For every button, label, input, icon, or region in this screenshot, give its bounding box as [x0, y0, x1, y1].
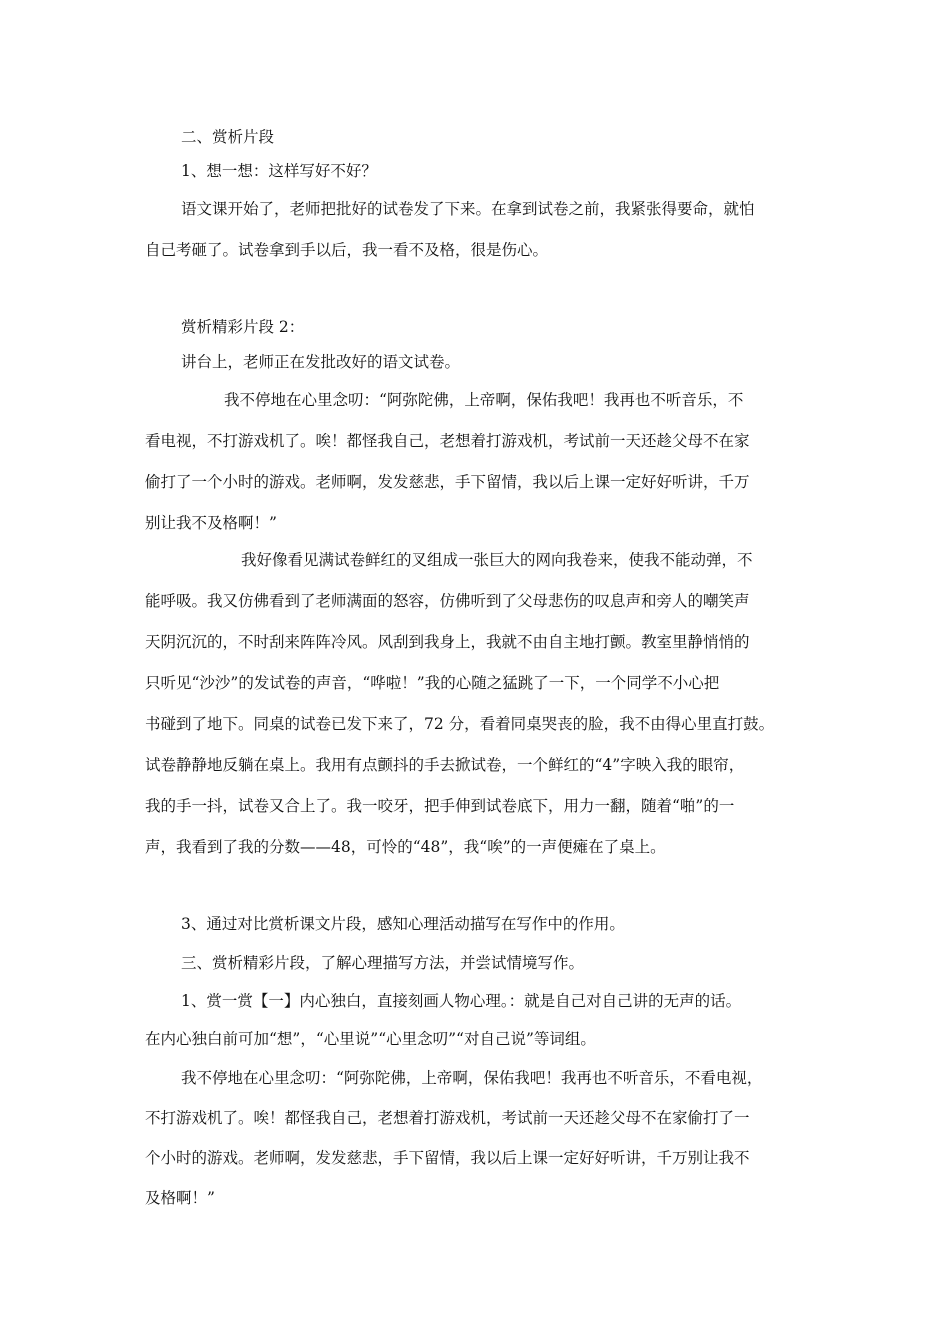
question-line: 3、通过对比赏析课文片段，感知心理活动描写在写作中的作用。 — [181, 915, 625, 933]
paragraph-line: 我不停地在心里念叨：“阿弥陀佛，上帝啊，保佑我吧！我再也不听音乐，不 — [224, 391, 744, 409]
paragraph-line: 语文课开始了，老师把批好的试卷发了下来。在拿到试卷之前，我紧张得要命，就怕 — [181, 200, 755, 218]
subsection-heading: 赏析精彩片段 2： — [181, 318, 305, 336]
paragraph-line: 我好像看见满试卷鲜红的叉组成一张巨大的网向我卷来，使我不能动弹，不 — [241, 551, 753, 569]
paragraph-line: 在内心独白前可加“想”，“心里说”“心里念叨”“对自己说”等词组。 — [145, 1030, 596, 1048]
paragraph-line: 书碰到了地下。同桌的试卷已发下来了，72 分，看着同桌哭丧的脸，我不由得心里直打鼓。 — [145, 715, 775, 733]
paragraph-line: 看电视，不打游戏机了。唉！都怪我自己，老想着打游戏机，考试前一天还趁父母不在家 — [145, 432, 750, 450]
paragraph-line: 讲台上，老师正在发批改好的语文试卷。 — [181, 353, 461, 371]
paragraph-line: 偷打了一个小时的游戏。老师啊，发发慈悲，手下留情，我以后上课一定好好听讲，千万 — [145, 473, 750, 491]
paragraph-line: 及格啊！” — [145, 1189, 215, 1207]
paragraph-line: 天阴沉沉的，不时刮来阵阵冷风。风刮到我身上，我就不由自主地打颤。教室里静悄悄的 — [145, 633, 750, 651]
paragraph-line: 别让我不及格啊！” — [145, 514, 277, 532]
paragraph-line: 能呼吸。我又仿佛看到了老师满面的怒容，仿佛听到了父母悲伤的叹息声和旁人的嘲笑声 — [145, 592, 750, 610]
paragraph-line: 不打游戏机了。唉！都怪我自己，老想着打游戏机，考试前一天还趁父母不在家偷打了一 — [145, 1109, 750, 1127]
paragraph-line: 只听见“沙沙”的发试卷的声音，“哗啦！”我的心随之猛跳了一下，一个同学不小心把 — [145, 674, 720, 692]
paragraph-line: 声，我看到了我的分数——48，可怜的“48”，我“唉”的一声便瘫在了桌上。 — [145, 838, 666, 856]
paragraph-line: 个小时的游戏。老师啊，发发慈悲，手下留情，我以后上课一定好好听讲，千万别让我不 — [145, 1149, 750, 1167]
paragraph-line: 自己考砸了。试卷拿到手以后，我一看不及格，很是伤心。 — [145, 241, 549, 259]
paragraph-line: 我不停地在心里念叨：“阿弥陀佛，上帝啊，保佑我吧！我再也不听音乐，不看电视， — [181, 1069, 763, 1087]
question-line: 1、想一想：这样写好不好？ — [181, 162, 377, 180]
section-heading: 三、赏析精彩片段，了解心理描写方法，并尝试情境写作。 — [181, 954, 585, 972]
section-heading: 二、赏析片段 — [181, 128, 275, 146]
paragraph-line: 1、赏一赏【一】内心独白，直接刻画人物心理。：就是自己对自己讲的无声的话。 — [181, 992, 742, 1010]
paragraph-line: 我的手一抖，试卷又合上了。我一咬牙，把手伸到试卷底下，用力一翻，随着“啪”的一 — [145, 797, 735, 815]
paragraph-line: 试卷静静地反躺在桌上。我用有点颤抖的手去掀试卷，一个鲜红的“4”字映入我的眼帘， — [145, 756, 745, 774]
